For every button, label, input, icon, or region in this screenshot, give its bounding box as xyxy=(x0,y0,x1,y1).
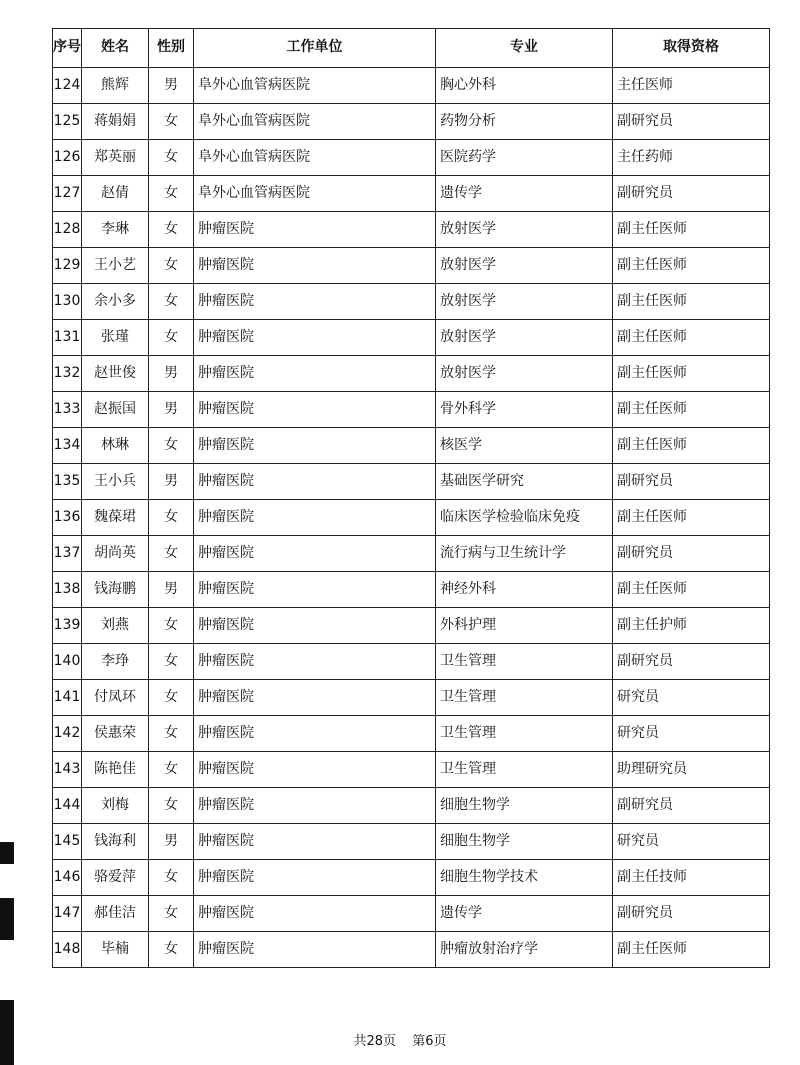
cell-num: 148 xyxy=(53,932,82,968)
cell-gender: 女 xyxy=(149,428,194,464)
table-row xyxy=(53,212,770,248)
cell-qualification: 副主任医师 xyxy=(613,212,770,248)
cell-unit: 肿瘤医院 xyxy=(194,752,436,788)
cell-gender: 男 xyxy=(149,68,194,104)
table-row xyxy=(53,104,770,140)
cell-major: 胸心外科 xyxy=(436,68,613,104)
cell-num: 129 xyxy=(53,248,82,284)
cell-major: 核医学 xyxy=(436,428,613,464)
page-footer xyxy=(0,1030,800,1049)
cell-num: 133 xyxy=(53,392,82,428)
cell-name: 陈艳佳 xyxy=(82,752,149,788)
cell-major: 骨外科学 xyxy=(436,392,613,428)
cell-num: 127 xyxy=(53,176,82,212)
cell-major: 药物分析 xyxy=(436,104,613,140)
cell-name: 毕楠 xyxy=(82,932,149,968)
table-row xyxy=(53,320,770,356)
cell-gender: 男 xyxy=(149,572,194,608)
cell-major: 放射医学 xyxy=(436,284,613,320)
cell-major: 神经外科 xyxy=(436,572,613,608)
cell-unit: 阜外心血管病医院 xyxy=(194,104,436,140)
cell-gender: 女 xyxy=(149,932,194,968)
header-name: 姓名 xyxy=(82,29,149,68)
cell-major: 遗传学 xyxy=(436,896,613,932)
cell-major: 放射医学 xyxy=(436,212,613,248)
cell-name: 侯惠荣 xyxy=(82,716,149,752)
table-header-row xyxy=(53,29,770,68)
cell-num: 124 xyxy=(53,68,82,104)
cell-name: 骆爱萍 xyxy=(82,860,149,896)
cell-num: 138 xyxy=(53,572,82,608)
cell-name: 熊辉 xyxy=(82,68,149,104)
cell-num: 131 xyxy=(53,320,82,356)
cell-name: 王小兵 xyxy=(82,464,149,500)
cell-unit: 肿瘤医院 xyxy=(194,248,436,284)
cell-unit: 肿瘤医院 xyxy=(194,536,436,572)
table-row xyxy=(53,752,770,788)
table-row xyxy=(53,248,770,284)
header-major: 专业 xyxy=(436,29,613,68)
header-gender: 性别 xyxy=(149,29,194,68)
cell-major: 细胞生物学 xyxy=(436,824,613,860)
table-row xyxy=(53,680,770,716)
cell-gender: 女 xyxy=(149,716,194,752)
cell-major: 卫生管理 xyxy=(436,680,613,716)
cell-unit: 阜外心血管病医院 xyxy=(194,140,436,176)
table-row xyxy=(53,608,770,644)
cell-gender: 女 xyxy=(149,320,194,356)
cell-name: 赵倩 xyxy=(82,176,149,212)
cell-major: 流行病与卫生统计学 xyxy=(436,536,613,572)
table-row xyxy=(53,896,770,932)
cell-num: 130 xyxy=(53,284,82,320)
cell-unit: 肿瘤医院 xyxy=(194,428,436,464)
cell-major: 临床医学检验临床免疫 xyxy=(436,500,613,536)
table-row xyxy=(53,788,770,824)
cell-qualification: 副主任医师 xyxy=(613,932,770,968)
cell-name: 张瑾 xyxy=(82,320,149,356)
cell-gender: 女 xyxy=(149,896,194,932)
cell-unit: 肿瘤医院 xyxy=(194,716,436,752)
cell-major: 医院药学 xyxy=(436,140,613,176)
cell-qualification: 副主任医师 xyxy=(613,284,770,320)
cell-name: 林琳 xyxy=(82,428,149,464)
cell-num: 126 xyxy=(53,140,82,176)
cell-qualification: 副研究员 xyxy=(613,644,770,680)
cell-unit: 肿瘤医院 xyxy=(194,860,436,896)
cell-qualification: 研究员 xyxy=(613,716,770,752)
cell-major: 遗传学 xyxy=(436,176,613,212)
cell-unit: 肿瘤医院 xyxy=(194,680,436,716)
cell-gender: 女 xyxy=(149,500,194,536)
table-row xyxy=(53,500,770,536)
cell-name: 胡尚英 xyxy=(82,536,149,572)
cell-unit: 肿瘤医院 xyxy=(194,356,436,392)
cell-unit: 肿瘤医院 xyxy=(194,500,436,536)
cell-gender: 男 xyxy=(149,464,194,500)
cell-name: 钱海鹏 xyxy=(82,572,149,608)
cell-unit: 肿瘤医院 xyxy=(194,572,436,608)
cell-name: 刘梅 xyxy=(82,788,149,824)
table-row xyxy=(53,932,770,968)
cell-gender: 女 xyxy=(149,284,194,320)
cell-num: 142 xyxy=(53,716,82,752)
cell-unit: 肿瘤医院 xyxy=(194,392,436,428)
cell-num: 136 xyxy=(53,500,82,536)
cell-gender: 女 xyxy=(149,608,194,644)
current-page: 第6页 xyxy=(412,1034,447,1049)
cell-gender: 女 xyxy=(149,212,194,248)
cell-qualification: 副主任医师 xyxy=(613,248,770,284)
cell-major: 细胞生物学 xyxy=(436,788,613,824)
cell-unit: 阜外心血管病医院 xyxy=(194,68,436,104)
cell-qualification: 副研究员 xyxy=(613,788,770,824)
cell-num: 137 xyxy=(53,536,82,572)
header-qualification: 取得资格 xyxy=(613,29,770,68)
cell-qualification: 副研究员 xyxy=(613,176,770,212)
cell-gender: 女 xyxy=(149,680,194,716)
cell-qualification: 主任医师 xyxy=(613,68,770,104)
table-body xyxy=(53,68,770,968)
cell-major: 卫生管理 xyxy=(436,644,613,680)
cell-name: 李琤 xyxy=(82,644,149,680)
table-row xyxy=(53,284,770,320)
cell-num: 132 xyxy=(53,356,82,392)
cell-name: 郝佳洁 xyxy=(82,896,149,932)
cell-gender: 女 xyxy=(149,536,194,572)
table-row xyxy=(53,176,770,212)
cell-qualification: 副主任医师 xyxy=(613,356,770,392)
cell-qualification: 副主任技师 xyxy=(613,860,770,896)
cell-major: 卫生管理 xyxy=(436,716,613,752)
table-row xyxy=(53,536,770,572)
cell-gender: 男 xyxy=(149,392,194,428)
cell-name: 刘燕 xyxy=(82,608,149,644)
table-row xyxy=(53,140,770,176)
cell-gender: 男 xyxy=(149,824,194,860)
cell-qualification: 副主任医师 xyxy=(613,320,770,356)
cell-major: 肿瘤放射治疗学 xyxy=(436,932,613,968)
cell-num: 134 xyxy=(53,428,82,464)
cell-name: 赵世俊 xyxy=(82,356,149,392)
cell-name: 郑英丽 xyxy=(82,140,149,176)
cell-qualification: 副研究员 xyxy=(613,896,770,932)
cell-unit: 肿瘤医院 xyxy=(194,464,436,500)
cell-major: 外科护理 xyxy=(436,608,613,644)
qualification-table xyxy=(52,28,770,968)
cell-unit: 肿瘤医院 xyxy=(194,644,436,680)
cell-qualification: 助理研究员 xyxy=(613,752,770,788)
table-row xyxy=(53,716,770,752)
cell-unit: 阜外心血管病医院 xyxy=(194,176,436,212)
total-pages: 共28页 xyxy=(353,1034,397,1049)
cell-gender: 女 xyxy=(149,176,194,212)
cell-gender: 女 xyxy=(149,788,194,824)
cell-qualification: 副研究员 xyxy=(613,104,770,140)
cell-num: 143 xyxy=(53,752,82,788)
header-unit: 工作单位 xyxy=(194,29,436,68)
table-row xyxy=(53,356,770,392)
cell-qualification: 副研究员 xyxy=(613,536,770,572)
cell-name: 赵振国 xyxy=(82,392,149,428)
cell-major: 放射医学 xyxy=(436,248,613,284)
cell-gender: 女 xyxy=(149,644,194,680)
cell-unit: 肿瘤医院 xyxy=(194,284,436,320)
cell-qualification: 副主任医师 xyxy=(613,500,770,536)
table-row xyxy=(53,392,770,428)
header-num: 序号 xyxy=(53,29,82,68)
table-row xyxy=(53,68,770,104)
cell-num: 141 xyxy=(53,680,82,716)
cell-qualification: 研究员 xyxy=(613,680,770,716)
cell-num: 125 xyxy=(53,104,82,140)
cell-qualification: 副主任医师 xyxy=(613,428,770,464)
cell-gender: 女 xyxy=(149,248,194,284)
cell-num: 145 xyxy=(53,824,82,860)
cell-gender: 女 xyxy=(149,860,194,896)
cell-qualification: 副研究员 xyxy=(613,464,770,500)
cell-num: 140 xyxy=(53,644,82,680)
cell-major: 放射医学 xyxy=(436,356,613,392)
cell-major: 细胞生物学技术 xyxy=(436,860,613,896)
table-row xyxy=(53,464,770,500)
cell-gender: 女 xyxy=(149,104,194,140)
cell-name: 余小多 xyxy=(82,284,149,320)
cell-qualification: 副主任护师 xyxy=(613,608,770,644)
cell-num: 128 xyxy=(53,212,82,248)
table-row xyxy=(53,428,770,464)
cell-num: 139 xyxy=(53,608,82,644)
table-row xyxy=(53,860,770,896)
cell-name: 王小艺 xyxy=(82,248,149,284)
cell-gender: 女 xyxy=(149,140,194,176)
cell-name: 钱海利 xyxy=(82,824,149,860)
cell-name: 付凤环 xyxy=(82,680,149,716)
cell-gender: 男 xyxy=(149,356,194,392)
cell-unit: 肿瘤医院 xyxy=(194,320,436,356)
cell-num: 146 xyxy=(53,860,82,896)
scan-edge-mark xyxy=(0,898,14,940)
scan-edge-mark xyxy=(0,842,14,864)
cell-unit: 肿瘤医院 xyxy=(194,608,436,644)
cell-num: 135 xyxy=(53,464,82,500)
cell-qualification: 副主任医师 xyxy=(613,392,770,428)
cell-name: 魏葆珺 xyxy=(82,500,149,536)
cell-major: 放射医学 xyxy=(436,320,613,356)
cell-major: 卫生管理 xyxy=(436,752,613,788)
cell-name: 李琳 xyxy=(82,212,149,248)
cell-qualification: 研究员 xyxy=(613,824,770,860)
cell-major: 基础医学研究 xyxy=(436,464,613,500)
cell-unit: 肿瘤医院 xyxy=(194,824,436,860)
table-row xyxy=(53,644,770,680)
table-row xyxy=(53,824,770,860)
cell-unit: 肿瘤医院 xyxy=(194,896,436,932)
cell-unit: 肿瘤医院 xyxy=(194,212,436,248)
cell-num: 144 xyxy=(53,788,82,824)
cell-qualification: 副主任医师 xyxy=(613,572,770,608)
cell-num: 147 xyxy=(53,896,82,932)
cell-gender: 女 xyxy=(149,752,194,788)
cell-unit: 肿瘤医院 xyxy=(194,932,436,968)
cell-qualification: 主任药师 xyxy=(613,140,770,176)
cell-name: 蒋娟娟 xyxy=(82,104,149,140)
table-row xyxy=(53,572,770,608)
cell-unit: 肿瘤医院 xyxy=(194,788,436,824)
